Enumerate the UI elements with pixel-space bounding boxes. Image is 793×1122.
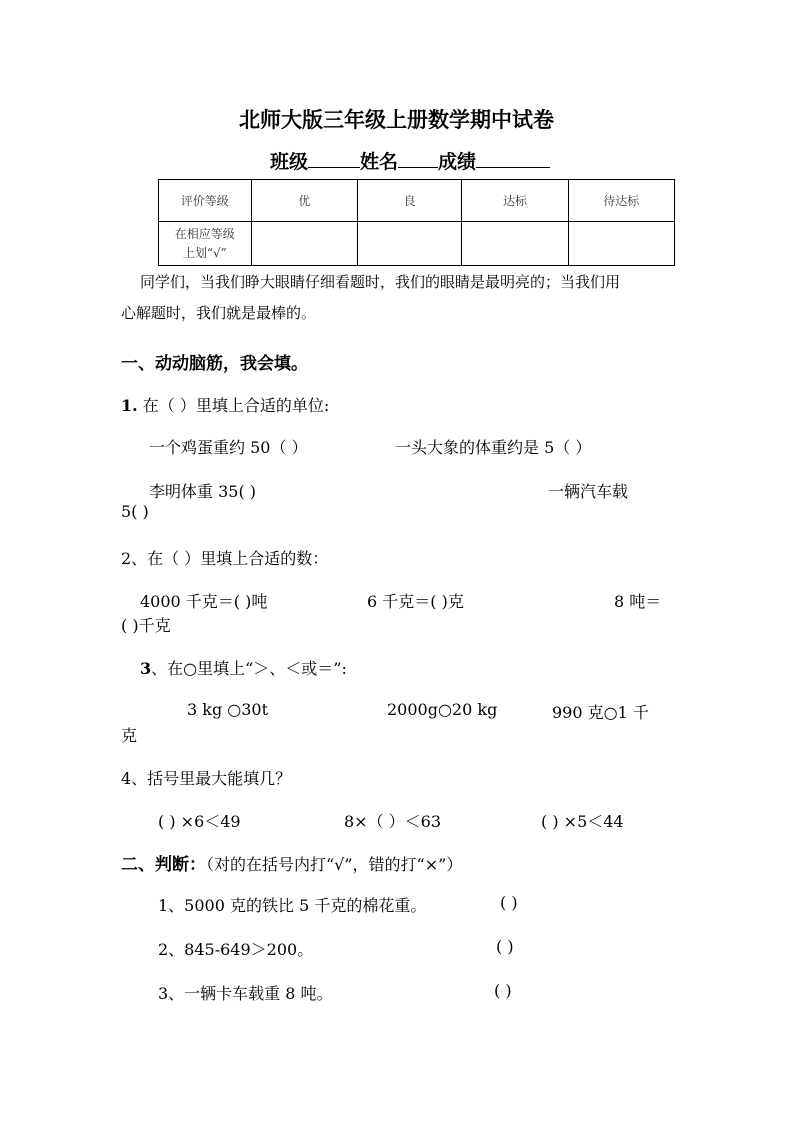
section2-note: （对的在括号内打“√”，错的打“×”） <box>206 855 463 874</box>
section1-title: 一、动动脑筋，我会填。 <box>121 354 308 374</box>
q1-liming: 李明体重 35( ) <box>149 482 257 501</box>
q1-truck: 一辆汽车载 <box>548 482 629 501</box>
q3-number: 3 <box>140 659 152 678</box>
score-label: 成绩 <box>438 151 477 173</box>
q3-b: 2000g○20 kg <box>387 700 498 719</box>
q3-c-cont: 克 <box>121 726 138 745</box>
judge-answer-3[interactable]: ( ) <box>494 981 512 1000</box>
grade-table-row <box>159 222 675 266</box>
grade-col-needs-work: 待达标 <box>568 180 674 222</box>
section2-header <box>121 850 462 875</box>
q1-truck-cont: 5( ) <box>121 502 149 521</box>
grade-table <box>158 179 675 266</box>
name-field[interactable] <box>398 149 438 168</box>
q1-elephant: 一头大象的体重约是 5（ ） <box>395 438 592 457</box>
q2-c-cont: ( )千克 <box>121 616 171 635</box>
grade-col-excellent: 优 <box>251 180 357 222</box>
judge-item-3: 3、一辆卡车载重 8 吨。 <box>158 984 333 1003</box>
grade-mark-cell[interactable] <box>251 222 357 266</box>
judge-answer-2[interactable]: ( ) <box>496 937 514 956</box>
score-field[interactable] <box>476 149 550 168</box>
q3-prompt <box>140 656 347 679</box>
grade-mark-header <box>159 222 252 266</box>
section2-title: 二、判断： <box>121 855 206 875</box>
intro-line-2: 心解题时，我们就是最棒的。 <box>121 304 317 322</box>
grade-col-good: 良 <box>357 180 461 222</box>
q1-text: 在（ ）里填上合适的单位: <box>142 396 330 415</box>
q3-a: 3 kg ○30t <box>187 700 269 719</box>
q4-a: ( ) ×6＜49 <box>158 812 241 831</box>
q2-b: 6 千克＝( )克 <box>367 592 464 611</box>
intro-line-1: 同学们，当我们睁大眼睛仔细看题时，我们的眼睛是最明亮的；当我们用 <box>140 273 621 291</box>
q3-c: 990 克○1 千 <box>552 703 649 722</box>
q4-prompt: 4、括号里最大能填几？ <box>121 769 292 788</box>
q1-prompt <box>121 393 329 416</box>
grade-mark-cell[interactable] <box>462 222 568 266</box>
name-label: 姓名 <box>360 151 399 173</box>
q4-b: 8×（ ）＜63 <box>344 812 442 831</box>
judge-answer-1[interactable]: ( ) <box>500 893 518 912</box>
grade-mark-header-line2: 上划“√” <box>182 245 227 260</box>
q2-c: 8 吨＝ <box>614 592 662 611</box>
grade-row-header: 评价等级 <box>159 180 252 222</box>
q3-text: 、在○里填上“＞、＜或＝”: <box>151 659 347 678</box>
grade-mark-cell[interactable] <box>568 222 674 266</box>
q2-a: 4000 千克＝( )吨 <box>140 592 268 611</box>
judge-item-2: 2、845-649＞200。 <box>158 940 314 959</box>
q1-number: 1. <box>121 396 138 415</box>
class-field[interactable] <box>308 149 360 168</box>
grade-mark-cell[interactable] <box>357 222 461 266</box>
q2-prompt: 2、在（ ）里填上合适的数： <box>121 549 329 568</box>
grade-col-pass: 达标 <box>462 180 568 222</box>
header-info <box>270 147 550 174</box>
q1-egg: 一个鸡蛋重约 50（ ） <box>149 438 308 457</box>
class-label: 班级 <box>270 151 309 173</box>
judge-item-1: 1、5000 克的铁比 5 千克的棉花重。 <box>158 896 427 915</box>
q4-c: ( ) ×5＜44 <box>541 812 624 831</box>
grade-table-row <box>159 180 675 222</box>
grade-mark-header-line1: 在相应等级 <box>174 226 235 241</box>
page-title: 北师大版三年级上册数学期中试卷 <box>239 108 554 132</box>
